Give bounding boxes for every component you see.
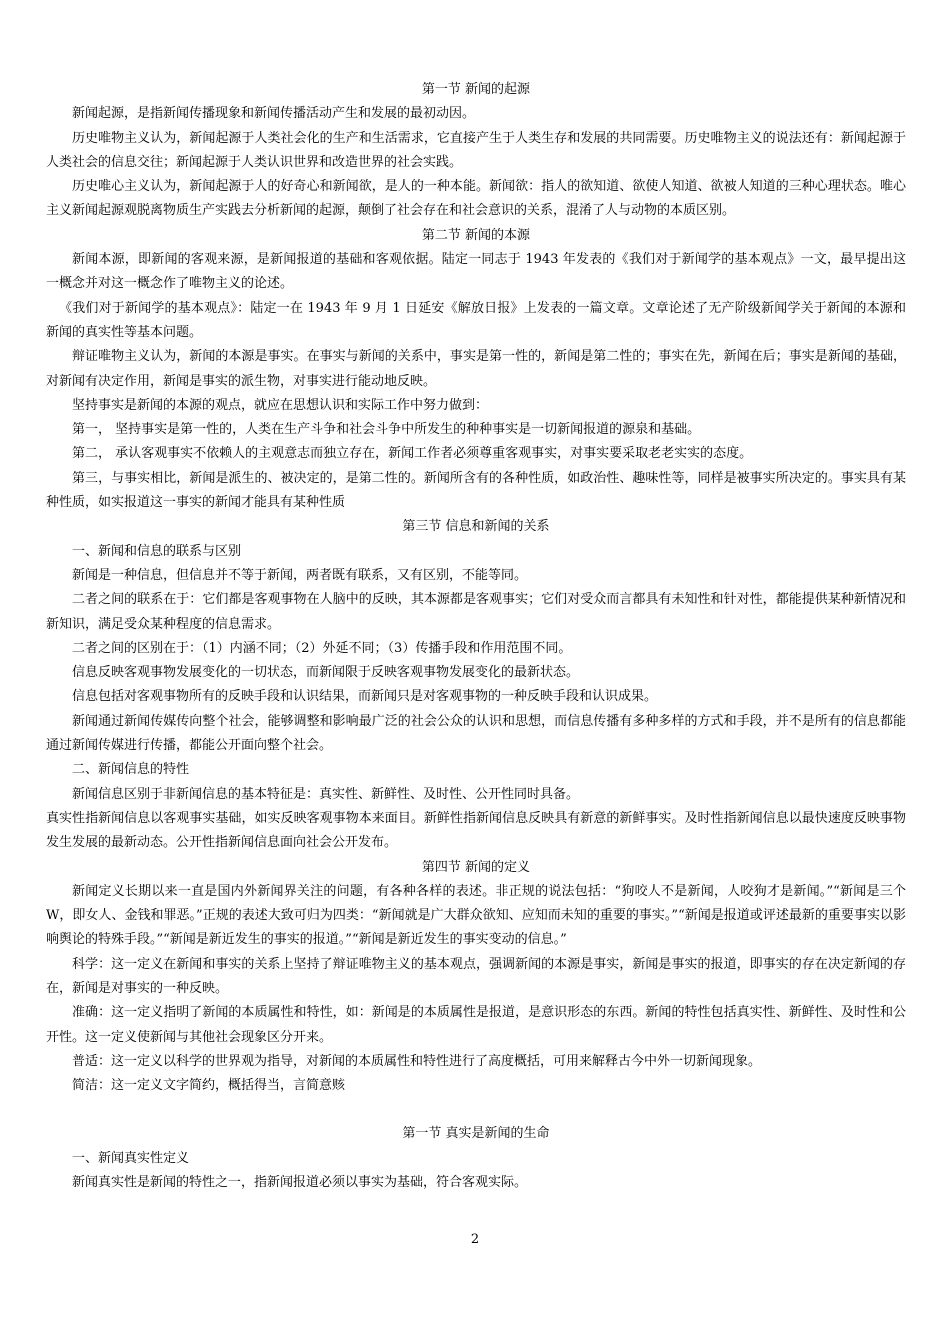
section-title: 第一节 真实是新闻的生命 (402, 1126, 550, 1142)
paragraph: 第一， 坚持事实是第一性的，人类在生产斗争和社会斗争中所发生的种种事实是一切新闻报道的源泉和基础。 (72, 422, 701, 438)
paragraph: 辩证唯物主义认为，新闻的本源是事实。在事实与新闻的关系中，事实是第一性的，新闻是第二性的；事实在先，新闻在后；事实是新闻的基础，对新闻有决定作用，新闻是事实的派生物，对事实进行能动地反映。 (46, 349, 906, 389)
paragraph: 信息反映客观事物发展变化的一切状态，而新闻限于反映客观事物发展变化的最新状态。 (72, 665, 580, 681)
subheading: 二、新闻信息的特性 (72, 762, 190, 778)
paragraph: 新闻定义长期以来一直是国内外新闻界关注的问题，有各种各样的表述。非正规的说法包括：“狗咬人不是新闻，人咬狗才是新闻。”“新闻是三个 W，即女人、金钱和罪恶。”正规的表述大致可归为四类：“新闻就是广大群众欲知、应知而未知的重要的事实。”“新闻是报道或评述最新的重要事实以影响舆论的特殊手段。”“新闻是新近发生的事实的报道。”“新闻是新近发生的事实变动的信息。” (46, 883, 906, 948)
paragraph: 新闻是一种信息，但信息并不等于新闻，两者既有联系，又有区别，不能等同。 (72, 567, 528, 583)
paragraph: 二者之间的联系在于：它们都是客观事物在人脑中的反映，其本源都是客观事实；它们对受众而言都具有未知性和针对性，都能提供某种新情况和新知识，满足受众某种程度的信息需求。 (46, 592, 906, 632)
section-title: 第三节 信息和新闻的关系 (402, 519, 550, 535)
page-number: 2 (470, 1232, 480, 1247)
paragraph: 普适：这一定义以科学的世界观为指导，对新闻的本质属性和特性进行了高度概括，可用来解释古今中外一切新闻现象。 (72, 1053, 762, 1069)
section-title: 第一节 新闻的起源 (421, 82, 531, 97)
paragraph: 二者之间的区别在于：（1）内涵不同；（2）外延不同；（3）传播手段和作用范围不同。 (72, 640, 572, 656)
subheading: 一、新闻和信息的联系与区别 (72, 543, 242, 559)
paragraph: 真实性指新闻信息以客观事实基础，如实反映客观事物本来面目。新鲜性指新闻信息反映具有新意的新鲜事实。及时性指新闻信息以最快速度反映事物发生发展的最新动态。公开性指新闻信息面向社会公开发布。 (46, 810, 906, 851)
paragraph: 《我们对于新闻学的基本观点》：陆定一在 1943 年 9 月 1 日延安《解放日报》上发表的一篇文章。文章论述了无产阶级新闻学关于新闻的本源和新闻的真实性等基本问题。 (46, 300, 906, 340)
paragraph: 第二， 承认客观事实不依赖人的主观意志而独立存在，新闻工作者必须尊重客观事实，对事实要采取老老实实的态度。 (72, 446, 753, 462)
paragraph: 科学：这一定义在新闻和事实的关系上坚持了辩证唯物主义的基本观点，强调新闻的本源是事实，新闻是事实的报道，即事实的存在决定新闻的存在，新闻是对事实的一种反映。 (46, 956, 906, 996)
section-title: 第二节 新闻的本源 (421, 227, 531, 243)
paragraph: 新闻信息区别于非新闻信息的基本特征是：真实性、新鲜性、及时性、公开性同时具备。 (72, 786, 580, 802)
paragraph: 新闻起源，是指新闻传播现象和新闻传播活动产生和发展的最初动因。 (72, 106, 476, 122)
paragraph: 新闻通过新闻传媒传向整个社会，能够调整和影响最广泛的社会公众的认识和思想，而信息传播有多种多样的方式和手段，并不是所有的信息都能通过新闻传媒进行传播，都能公开面向整个社会。 (46, 713, 906, 754)
paragraph: 历史唯心主义认为，新闻起源于人的好奇心和新闻欲，是人的一种本能。新闻欲：指人的欲知道、欲使人知道、欲被人知道的三种心理状态。唯心主义新闻起源观脱离物质生产实践去分析新闻的起源，颠倒了社会存在和社会意识的关系，混淆了人与动物的本质区别。 (46, 179, 906, 219)
paragraph: 历史唯物主义认为，新闻起源于人类社会化的生产和生活需求，它直接产生于人类生存和发展的共同需要。历史唯物主义的说法还有：新闻起源于人类社会的信息交往；新闻起源于人类认识世界和改造世界的社会实践。 (46, 130, 906, 170)
paragraph: 简洁：这一定义文字简约，概括得当，言简意赅 (72, 1078, 346, 1094)
document-page (46, 78, 906, 1195)
paragraph: 新闻真实性是新闻的特性之一，指新闻报道必须以事实为基础，符合客观实际。 (72, 1175, 528, 1191)
subheading: 一、新闻真实性定义 (72, 1150, 190, 1166)
paragraph: 信息包括对客观事物所有的反映手段和认识结果，而新闻只是对客观事物的一种反映手段和认识成果。 (72, 689, 658, 705)
blank-line (46, 1098, 906, 1122)
paragraph: 坚持事实是新闻的本源的观点，就应在思想认识和实际工作中努力做到： (72, 397, 489, 413)
section-title: 第四节 新闻的定义 (421, 859, 531, 875)
paragraph: 第三，与事实相比，新闻是派生的、被决定的，是第二性的。新闻所含有的各种性质，如政治性、趣味性等，同样是被事实所决定的。事实具有某种性质，如实报道这一事实的新闻才能具有某种性质 (46, 470, 906, 511)
paragraph: 新闻本源，即新闻的客观来源，是新闻报道的基础和客观依据。陆定一同志于 1943 年发表的《我们对于新闻学的基本观点》一文，最早提出这一概念并对这一概念作了唯物主义的论述。 (46, 252, 906, 292)
paragraph: 准确：这一定义指明了新闻的本质属性和特性，如：新闻是的本质属性是报道，是意识形态的东西。新闻的特性包括真实性、新鲜性、及时性和公开性。这一定义使新闻与其他社会现象区分开来。 (46, 1005, 906, 1045)
